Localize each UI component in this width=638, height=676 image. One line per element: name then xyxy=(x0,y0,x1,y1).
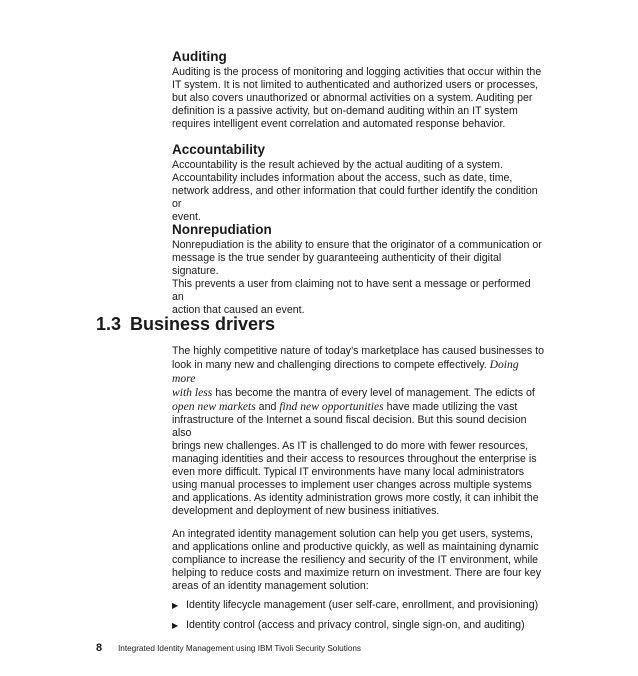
italic-phrase: find new opportunities xyxy=(279,400,384,413)
key-areas-list xyxy=(172,599,544,632)
text-line: compliance to increase the resiliency and security of the IT environment, while xyxy=(172,554,539,566)
text-line: action that caused an event. xyxy=(172,304,305,316)
text-line: helping to reduce costs and maximize return on investment. There are four key xyxy=(172,567,542,579)
list-item-text: Identity control (access and privacy control, single sign-on, and auditing) xyxy=(186,619,525,631)
text-line: Nonrepudiation is the ability to ensure that the originator of a communication or xyxy=(172,239,542,251)
section-nonrepudiation xyxy=(172,222,544,317)
section-number: 1.3 xyxy=(96,314,122,334)
text-line: definition is a passive activity, but on-demand auditing within an IT system xyxy=(172,105,518,117)
italic-phrase: open new markets xyxy=(172,400,256,413)
section-heading-business-drivers xyxy=(96,313,275,335)
text-fragment: have made utilizing the vast xyxy=(386,401,518,413)
text-line: and applications online and productive quickly, as well as maintaining dynamic xyxy=(172,541,539,553)
business-drivers-body xyxy=(172,345,544,639)
auditing-text xyxy=(172,66,544,131)
text-line: Accountability includes information about the access, such as date, time, xyxy=(172,172,513,184)
text-line: using manual processes to implement user changes across multiple systems xyxy=(172,479,532,491)
list-item xyxy=(172,599,544,612)
text-line: look in many new and challenging directions to compete effectively. xyxy=(172,359,487,371)
book-title: Integrated Identity Management using IBM Tivoli Security Solutions xyxy=(118,644,362,653)
section-auditing xyxy=(172,49,544,131)
accountability-text xyxy=(172,159,544,224)
text-line: brings new challenges. As IT is challenged to do more with fewer resources, xyxy=(172,440,529,452)
text-line: managing identities and their access to resources throughout the enterprise is xyxy=(172,453,537,465)
text-line: event. xyxy=(172,211,201,223)
text-line: network address, and other information that could further identify the condition or xyxy=(172,185,538,210)
nonrepudiation-heading: Nonrepudiation xyxy=(172,222,272,237)
text-line: message is the true sender by guaranteeing authenticity of their digital signature. xyxy=(172,252,502,277)
text-line: An integrated identity management solution can help you get users, systems, xyxy=(172,528,533,540)
section-title: Business drivers xyxy=(130,314,276,334)
paragraph-2 xyxy=(172,528,544,593)
section-accountability xyxy=(172,142,544,224)
text-line: infrastructure of the Internet a sound fiscal decision. But this sound decision also xyxy=(172,414,527,439)
page-footer xyxy=(96,638,361,656)
text-line: areas of an identity management solution: xyxy=(172,580,369,592)
text-line: and applications. As identity administration grows more costly, it can inhibit the xyxy=(172,492,539,504)
bullet-triangle-icon: ▶ xyxy=(172,621,179,630)
auditing-heading: Auditing xyxy=(172,49,227,64)
italic-phrase: Doing more xyxy=(172,358,519,385)
bullet-triangle-icon: ▶ xyxy=(172,601,179,610)
list-item xyxy=(172,619,544,632)
text-line: This prevents a user from claiming not to have sent a message or performed an xyxy=(172,278,531,303)
text-line: development and deployment of new business initiatives. xyxy=(172,505,440,517)
text-line: The highly competitive nature of today’s marketplace has caused businesses to xyxy=(172,345,544,357)
text-line: even more difficult. Typical IT environments have many local administrators xyxy=(172,466,525,478)
text-line: IT system. It is not limited to authenticated and authorized users or processes, xyxy=(172,79,539,91)
text-fragment: and xyxy=(258,401,277,413)
text-line: has become the mantra of every level of management. The edicts of xyxy=(215,387,535,399)
text-line: requires intelligent event correlation and automated response behavior. xyxy=(172,118,506,130)
accountability-heading: Accountability xyxy=(172,142,266,157)
page-number: 8 xyxy=(96,642,103,654)
italic-phrase: with less xyxy=(172,386,213,399)
text-line: Auditing is the process of monitoring and logging activities that occur within the xyxy=(172,66,542,78)
text-line: but also covers unauthorized or abnormal activities on a system. Auditing per xyxy=(172,92,533,104)
nonrepudiation-text xyxy=(172,239,544,317)
text-line: Accountability is the result achieved by the actual auditing of a system. xyxy=(172,159,503,171)
paragraph-1 xyxy=(172,345,544,518)
list-item-text: Identity lifecycle management (user self-care, enrollment, and provisioning) xyxy=(186,599,539,611)
